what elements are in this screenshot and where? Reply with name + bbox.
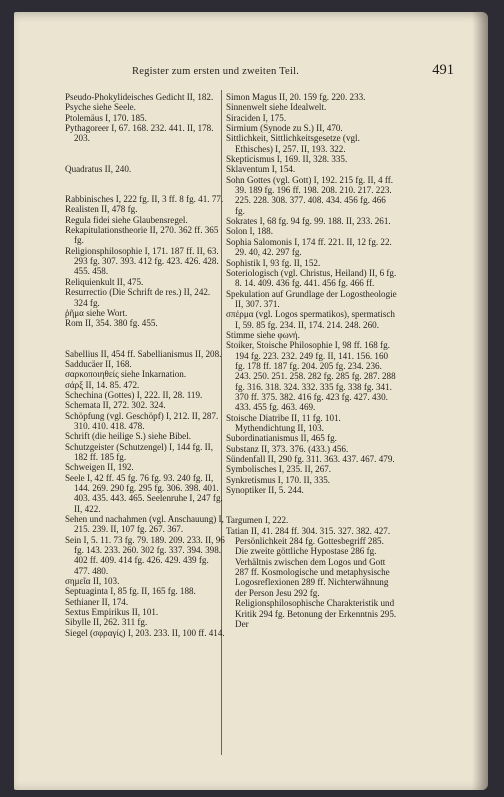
index-entry: Stoiker, Stoische Philosophie I, 98 ff. 168 fg. 194 fg. 223. 232. 249 fg. II, 141. 156. 160 fg. 178 ff. 187 fg. 204. 205 fg. 234. 236. 243. 250. 251. 258. 282 fg. 285 fg. 287. 288 fg. 316. 318. 324. 332. 335 fg. 338 fg. 341. 370 ff. 375. 382. 416 fg. 423 fg. 427. 430. 433. 455 fg. 463. 469. bbox=[226, 340, 396, 413]
letter-gap bbox=[65, 144, 225, 164]
index-entry: Skepticismus I, 169. II, 328. 335. bbox=[226, 154, 348, 165]
index-entry: Sextus Empirikus II, 101. bbox=[65, 607, 159, 618]
index-entry: σαρκοποιηθείς siehe Inkarnation. bbox=[65, 369, 187, 380]
entries-s bbox=[65, 349, 225, 639]
index-entry: Sadducäer II, 168. bbox=[65, 358, 132, 369]
index-entry: Sethianer II, 174. bbox=[65, 596, 129, 607]
index-entry: Sinnenwelt siehe Idealwelt. bbox=[226, 102, 327, 113]
index-entry: Sittlichkeit, Sittlichkeitsgesetze (vgl. Ethisches) I, 257. II, 193. 322. bbox=[226, 133, 360, 154]
entries-p bbox=[65, 92, 225, 144]
index-entry: Targumen I, 222. bbox=[226, 515, 289, 526]
index-entry: Realisten II, 478 fg. bbox=[65, 204, 138, 215]
index-entry: Rekapitulationstheorie II, 270. 362 ff. 365 fg. bbox=[65, 225, 219, 246]
index-entry: σπέρμα (vgl. Logos spermatikos), spermatisch I, 59. 85 fg. 234. II, 174. 214. 248. 260. bbox=[226, 309, 395, 330]
index-entry: Simon Magus II, 20. 159 fg. 220. 233. bbox=[226, 92, 366, 102]
index-entry: Psyche siehe Seele. bbox=[65, 102, 136, 113]
index-entry: Rabbinisches I, 222 fg. II, 3 ff. 8 fg. 41. 77. bbox=[65, 194, 224, 205]
index-entry: ῥῆμα siehe Wort. bbox=[65, 307, 128, 318]
index-entry: Sohn Gottes (vgl. Gott) I, 192. 215 fg. II, 4 ff. 39. 189 fg. 196 ff. 198. 208. 210. 217. 223. 225. 228. 308. 377. 408. 434. 456 fg. 466 fg. bbox=[226, 174, 394, 216]
index-entry: Sibylle II, 262. 311 fg. bbox=[65, 617, 148, 628]
entries-r bbox=[65, 194, 225, 328]
entries-t bbox=[226, 515, 397, 629]
index-entry: Schechina (Gottes) I, 222. II, 28. 119. bbox=[65, 389, 203, 400]
entries-s-continued bbox=[226, 92, 397, 495]
index-entry: Synkretismus I, 170. II, 335. bbox=[226, 474, 331, 485]
index-entry: Soteriologisch (vgl. Christus, Heiland) II, 6 fg. 8. 14. 409. 436 fg. 441. 456 fg. 466 ff. bbox=[226, 267, 397, 289]
letter-gap bbox=[226, 495, 397, 515]
index-entry: Sophia Salomonis I, 174 ff. 221. II, 12 fg. 22. 29. 40, 42. 297 fg. bbox=[226, 236, 392, 258]
letter-gap bbox=[65, 174, 225, 194]
index-entry: σάρξ II, 14. 85. 472. bbox=[65, 379, 140, 390]
index-entry: Symbolisches I, 235. II, 267. bbox=[226, 464, 332, 475]
right-column bbox=[226, 92, 397, 629]
page-number: 491 bbox=[432, 62, 454, 78]
index-entry: Schweigen II, 192. bbox=[65, 462, 134, 473]
index-entry: Stoische Diatribe II, 11 fg. 101. Mythendichtung II, 103. bbox=[226, 412, 341, 433]
index-entry: Sehen und nachahmen (vgl. Anschauung) I, 215. 239. II, 107 fg. 267. 367. bbox=[65, 514, 224, 535]
index-entry: Stimme siehe φωνή. bbox=[226, 329, 300, 340]
index-entry: Substanz II, 373. 376. (433.) 456. bbox=[226, 443, 349, 454]
index-entry: Sophistik I, 93 fg. II, 152. bbox=[226, 257, 321, 268]
index-entry: Tatian II, 41. 284 ff. 304. 315. 327. 382. 427. Persönlichkeit 284 fg. Gottesbegriff 285. Die zweite göttliche Hypostase 286 fg. Verhältnis zwischen dem Logos und Gott 287 ff. Kosmologische und metaphysische Logosreflexionen 289 ff. Nichterwähnung der Person Jesu 292 fg. Religionsphilosophische Charakteristik und Kritik 294 fg. Betonung der Erkenntnis 295. Der bbox=[226, 525, 397, 629]
index-entry: Subordinatianismus II, 465 fg. bbox=[226, 433, 337, 444]
index-entry: Schutzgeister (Schutzengel) I, 144 fg. II, 182 ff. 185 fg. bbox=[65, 441, 213, 462]
index-entry: Rom II, 354. 380 fg. 455. bbox=[65, 318, 158, 329]
index-entry: Spekulation auf Grundlage der Logostheologie II, 307. 371. bbox=[226, 288, 397, 309]
index-entry: Septuaginta I, 85 fg. II, 165 fg. 188. bbox=[65, 586, 196, 597]
left-column bbox=[65, 92, 225, 638]
index-entry: σημεῖα II, 103. bbox=[65, 576, 120, 587]
index-entry: Pythagoreer I, 67. 168. 232. 441. II, 178. 203. bbox=[65, 123, 214, 144]
index-entry: Sklaventum I, 154. bbox=[226, 164, 296, 175]
index-entry: Schemata II, 272. 302. 324. bbox=[65, 400, 166, 411]
index-entry: Sabellius II, 454 ff. Sabellianismus II, 208. bbox=[65, 348, 222, 359]
index-entry: Seele I, 42 ff. 45 fg. 76 fg. 93. 240 fg. II, 144. 269. 290 fg. 295 fg. 306. 398. 401. 403. 435. 443. 465. Seelenruhe I, 247 fg. II, 422. bbox=[65, 472, 223, 514]
index-entry: Siraciden I, 175. bbox=[226, 112, 287, 123]
index-entry: Schöpfung (vgl. Geschöpf) I, 212. II, 287. 310. 410. 418. 478. bbox=[65, 410, 219, 431]
index-entry: Synoptiker II, 5. 244. bbox=[226, 485, 304, 496]
index-entry: Ptolemäus I, 170. 185. bbox=[65, 112, 147, 123]
index-entry: Pseudo-Phokylideisches Gedicht II, 182. bbox=[65, 92, 214, 102]
entries-q bbox=[65, 164, 225, 174]
index-entry: Sündenfall II, 290 fg. 311. 363. 437. 467. 479. bbox=[226, 454, 395, 465]
index-entry: Solon I, 188. bbox=[226, 226, 273, 237]
index-entry: Regula fidei siehe Glaubensregel. bbox=[65, 214, 188, 225]
index-entry: Siegel (σφραγίς) I, 203. 233. II, 100 ff. 414. bbox=[65, 627, 225, 638]
index-entry: Religionsphilosophie I, 171. 187 ff. II, 63. 293 fg. 307. 393. 412 fg. 423. 426. 428. 455. 458. bbox=[65, 245, 219, 277]
index-entry: Quadratus II, 240. bbox=[65, 163, 132, 174]
letter-gap bbox=[65, 329, 225, 349]
index-entry: Reliquienkult II, 475. bbox=[65, 276, 144, 287]
index-entry: Sokrates I, 68 fg. 94 fg. 99. 188. II, 233. 261. bbox=[226, 216, 391, 227]
page-edge-shadow bbox=[472, 12, 488, 790]
running-head: Register zum ersten und zweiten Teil. bbox=[132, 66, 300, 77]
index-entry: Schrift (die heilige S.) siehe Bibel. bbox=[65, 431, 192, 442]
index-entry: Resurrectio (Die Schrift de res.) II, 242. 324 fg. bbox=[65, 287, 211, 308]
index-entry: Sirmium (Synode zu S.) II, 470. bbox=[226, 123, 343, 134]
index-entry: Sein I, 5. 11. 73 fg. 79. 189. 209. 233. II, 96 fg. 143. 233. 260. 302 fg. 337. 394. 398. 402 ff. 409. 414 fg. 426. 429. 439 fg. 477. 480. bbox=[65, 534, 225, 576]
